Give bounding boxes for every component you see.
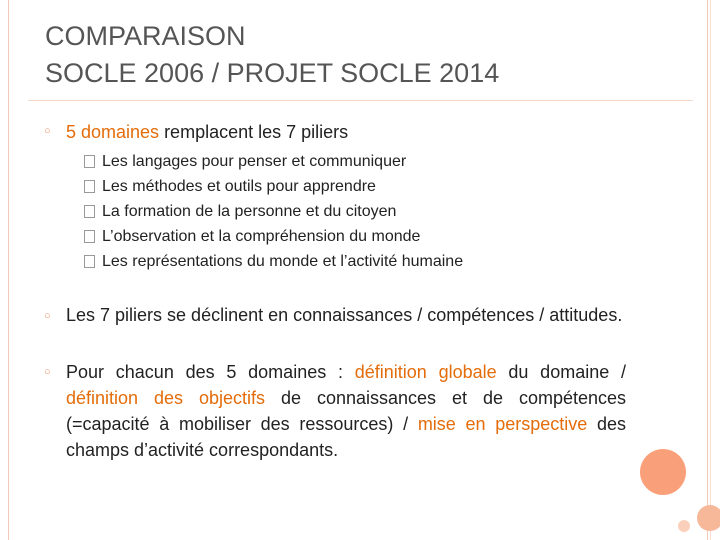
frame-right-border <box>707 0 708 540</box>
list-item-label: Les représentations du monde et l’activité humaine <box>102 253 464 270</box>
title-line-2: SOCLE 2006 / PROJET SOCLE 2014 <box>45 58 500 88</box>
list-item <box>84 200 463 225</box>
list-item-label: La formation de la personne et du citoyen <box>102 203 397 220</box>
domain-list <box>84 150 463 275</box>
slide-title <box>45 18 665 92</box>
checkbox-bullet-icon <box>84 180 95 193</box>
bullet-3-text <box>66 359 626 463</box>
bullet-3-highlight-2: définition des objectifs <box>66 388 266 408</box>
list-item-label: Les langages pour penser et communiquer <box>102 153 407 170</box>
list-item <box>84 175 463 200</box>
ring-bullet-icon: ○ <box>44 310 51 322</box>
checkbox-bullet-icon <box>84 155 95 168</box>
bullet-3-part-3: de connaissances et de compétences (=capacité à mobiliser des ressources) / <box>66 388 627 434</box>
bullet-1-highlight: 5 domaines <box>66 122 160 142</box>
list-item-label: L’observation et la compréhension du monde <box>102 228 421 245</box>
bullet-3-highlight-3: mise en perspective <box>417 414 588 434</box>
checkbox-bullet-icon <box>84 205 95 218</box>
bullet-3-part-4: des champs d’activité correspondants. <box>66 414 626 460</box>
frame-left-border <box>8 0 9 540</box>
bullet-3-part-2: du domaine / <box>496 362 626 382</box>
decor-circle-tiny <box>678 520 690 532</box>
list-item-label: Les méthodes et outils pour apprendre <box>102 178 376 195</box>
bullet-3-highlight-1: définition globale <box>354 362 497 382</box>
title-line-1: COMPARAISON <box>45 21 246 51</box>
list-item <box>84 250 463 275</box>
list-item <box>84 150 463 175</box>
decor-circle-small <box>697 505 720 531</box>
title-underline <box>28 100 693 101</box>
ring-bullet-icon: ○ <box>44 366 51 378</box>
bullet-1-text <box>66 119 348 145</box>
checkbox-bullet-icon <box>84 255 95 268</box>
bullet-2-text: Les 7 piliers se déclinent en connaissances / compétences / attitudes. <box>66 305 623 325</box>
checkbox-bullet-icon <box>84 230 95 243</box>
ring-bullet-icon: ○ <box>44 125 51 137</box>
decor-circle-large <box>640 449 686 495</box>
list-item <box>84 225 463 250</box>
bullet-1-rest: remplacent les 7 piliers <box>159 122 349 142</box>
bullet-3-part-1: Pour chacun des 5 domaines : <box>66 362 355 382</box>
frame-right-border-inner <box>710 0 711 540</box>
